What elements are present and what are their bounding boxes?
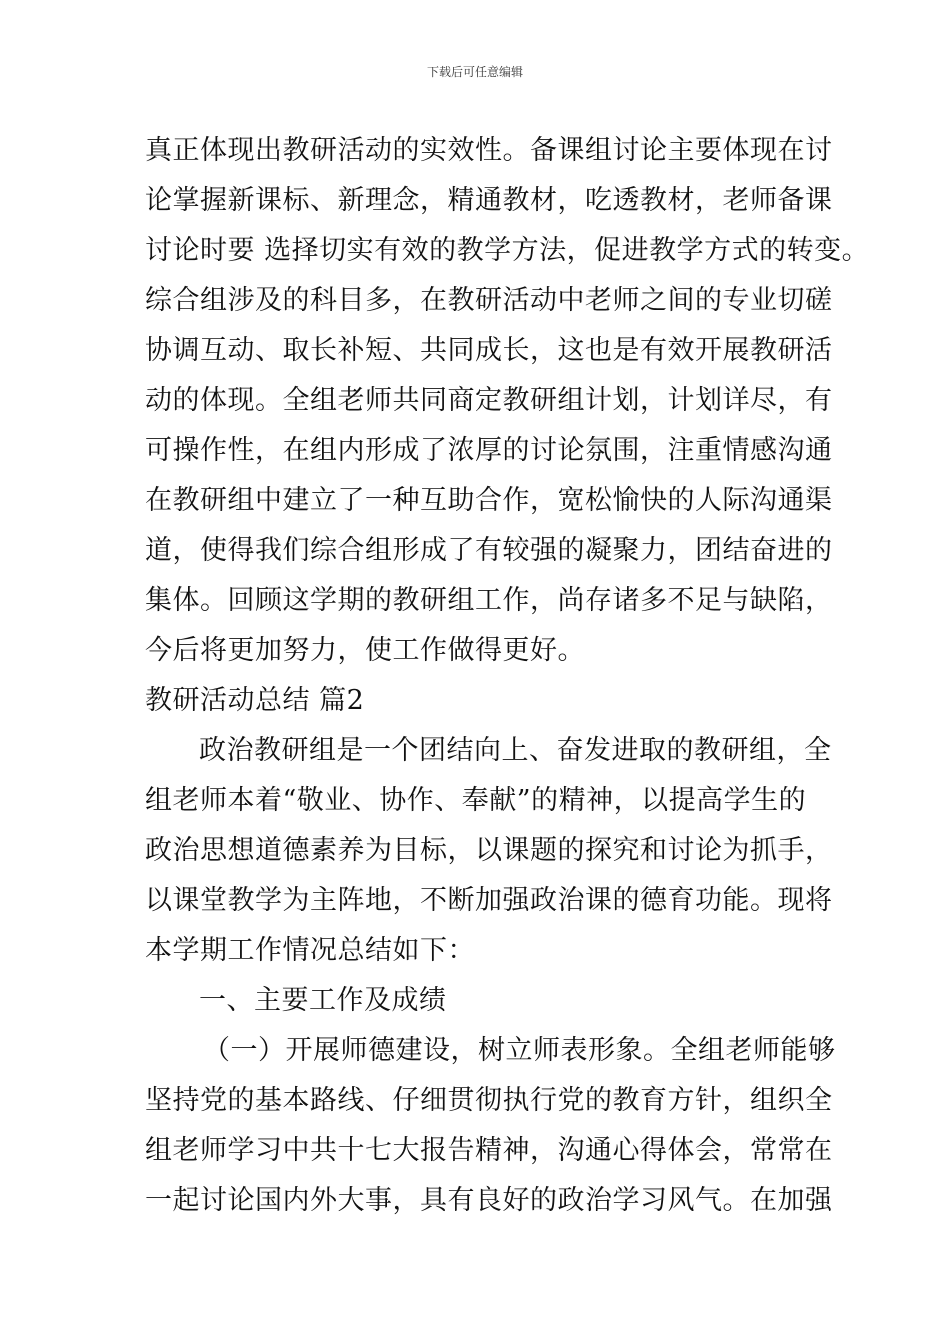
text-line: （一）开展师德建设，树立师表形象。全组老师能够 [203,1035,836,1066]
subsection-heading: 一、主要工作及成绩 [199,985,447,1016]
text-line: 组老师学习中共十七大报告精神，沟通心得体会，常常在 [145,1135,833,1166]
text-line: 今后将更加努力，使工作做得更好。 [145,635,585,666]
text-line: 协调互动、取长补短、共同成长，这也是有效开展教研活 [145,335,833,366]
text-line: 可操作性，在组内形成了浓厚的讨论氛围，注重情感沟通 [145,435,833,466]
text-line: 政治思想道德素养为目标，以课题的探究和讨论为抓手， [145,835,833,866]
text-line: 集体。回顾这学期的教研组工作，尚存诸多不足与缺陷， [145,585,833,616]
text-line: 组老师本着“敬业、协作、奉献”的精神，以提高学生的 [145,785,807,816]
text-line: 本学期工作情况总结如下： [145,935,475,966]
text-line: 一起讨论国内外大事，具有良好的政治学习风气。在加强 [145,1185,833,1216]
document-body [145,126,870,1226]
text-line: 真正体现出教研活动的实效性。备课组讨论主要体现在讨 [145,135,833,166]
text-line: 以课堂教学为主阵地，不断加强政治课的德育功能。现将 [145,885,833,916]
text-line: 政治教研组是一个团结向上、奋发进取的教研组，全 [199,735,832,766]
text-line: 综合组涉及的科目多，在教研活动中老师之间的专业切磋 [145,285,833,316]
text-line: 论掌握新课标、新理念，精通教材，吃透教材，老师备课 [145,185,833,216]
page-header-note: 下载后可任意编辑 [426,65,523,79]
text-line: 在教研组中建立了一种互助合作，宽松愉快的人际沟通渠 [145,485,833,516]
text-line: 讨论时要 选择切实有效的教学方法，促进教学方式的转变。 [145,235,870,266]
text-line: 坚持党的基本路线、仔细贯彻执行党的教育方针，组织全 [145,1085,833,1116]
section-heading: 教研活动总结 篇2 [145,685,365,716]
text-line: 道，使得我们综合组形成了有较强的凝聚力，团结奋进的 [145,535,833,566]
text-line: 动的体现。全组老师共同商定教研组计划，计划详尽，有 [145,385,833,416]
